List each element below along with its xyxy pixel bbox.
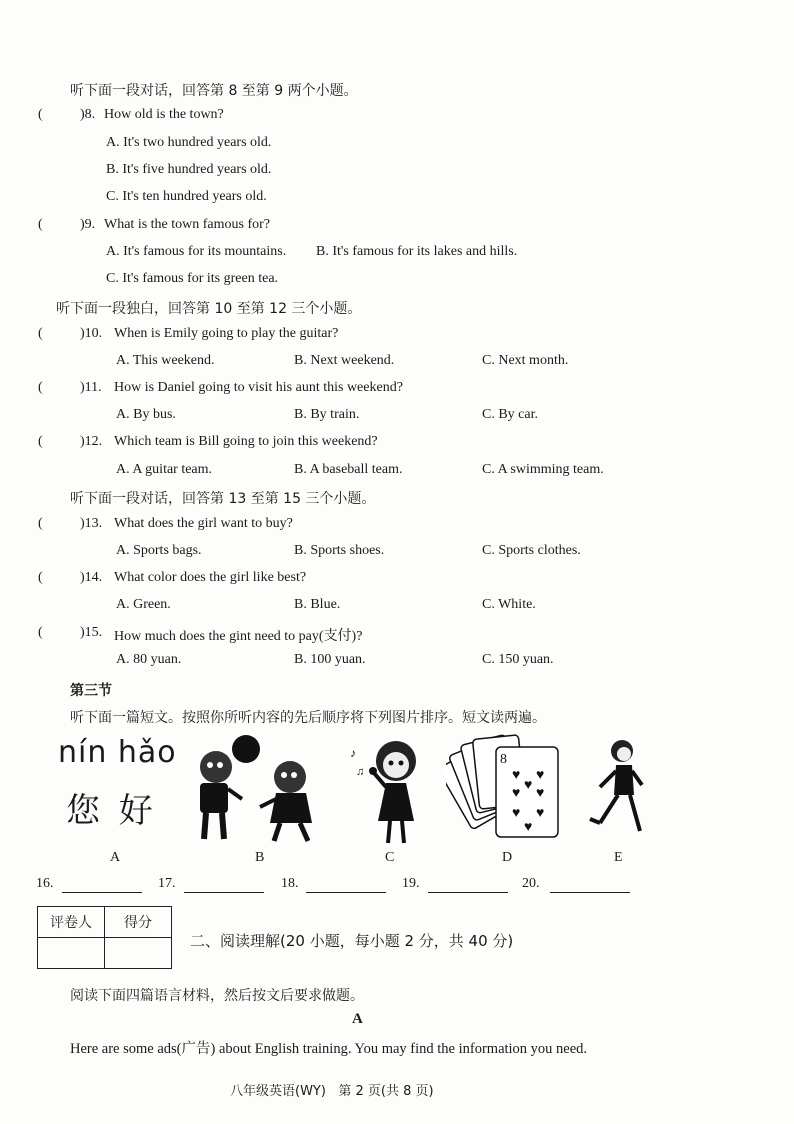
question-number: )15. <box>80 625 103 640</box>
answer-blank-18[interactable] <box>306 876 386 893</box>
score-header: 得分 <box>105 907 172 938</box>
question-number: )10. <box>80 326 103 341</box>
picture-label-d: D <box>502 850 513 865</box>
section-title: 第三节 <box>70 683 112 699</box>
answer-blank-20[interactable] <box>550 876 630 893</box>
option-c: C. 150 yuan. <box>482 652 554 667</box>
option-c: C. A swimming team. <box>482 462 604 477</box>
question-text: How much does the gint need to pay(支付)? <box>114 629 363 644</box>
question-text: How old is the town? <box>104 107 224 122</box>
page-footer: 八年级英语(WY) 第 2 页(共 8 页) <box>230 1084 434 1099</box>
svg-text:♪: ♪ <box>350 746 356 760</box>
question-number: )11. <box>80 380 102 395</box>
svg-text:♫: ♫ <box>356 766 365 778</box>
picture-label-c: C <box>385 850 395 865</box>
svg-text:8: 8 <box>500 752 507 767</box>
question-number: )12. <box>80 434 103 449</box>
question-text: How is Daniel going to visit his aunt this weekend? <box>114 380 403 395</box>
option-b: B. A baseball team. <box>294 462 403 477</box>
option-b: B. Blue. <box>294 597 341 612</box>
answer-paren[interactable]: ( <box>38 326 43 341</box>
picture-b-children-ball <box>188 733 328 845</box>
option-a: A. It's two hundred years old. <box>106 135 272 150</box>
option-a: A. This weekend. <box>116 353 215 368</box>
pinyin-text: nín hǎo <box>58 735 177 770</box>
option-a: A. Green. <box>116 597 171 612</box>
answer-paren[interactable]: ( <box>38 434 43 449</box>
question-text: When is Emily going to play the guitar? <box>114 326 339 341</box>
part2-instruction: 阅读下面四篇语言材料，然后按文后要求做题。 <box>70 988 364 1004</box>
answer-blank-16[interactable] <box>62 876 142 893</box>
picture-label-e: E <box>614 850 623 865</box>
option-c: C. White. <box>482 597 536 612</box>
hanzi-text: 您 好 <box>66 791 157 831</box>
picture-a-ninhao <box>56 735 176 845</box>
answer-blank-19[interactable] <box>428 876 508 893</box>
blank-number-19: 19. <box>402 876 420 891</box>
svg-text:♥: ♥ <box>512 786 521 801</box>
question-number: )8. <box>80 107 96 122</box>
instruction-q10-12: 听下面一段独白，回答第 10 至第 12 三个小题。 <box>56 301 362 317</box>
svg-text:♥: ♥ <box>512 806 521 821</box>
svg-text:♥: ♥ <box>536 786 545 801</box>
blank-number-20: 20. <box>522 876 540 891</box>
question-number: )13. <box>80 516 103 531</box>
option-a: A. 80 yuan. <box>116 652 182 667</box>
answer-paren[interactable]: ( <box>38 516 43 531</box>
section-instruction: 听下面一篇短文。按照你所听内容的先后顺序将下列图片排序。短文读两遍。 <box>70 710 546 726</box>
svg-text:♥: ♥ <box>536 768 545 783</box>
option-b: B. By train. <box>294 407 360 422</box>
option-b: B. Sports shoes. <box>294 543 385 558</box>
question-text: What is the town famous for? <box>104 217 271 232</box>
picture-label-b: B <box>255 850 265 865</box>
option-c: C. By car. <box>482 407 538 422</box>
grader-header: 评卷人 <box>38 907 105 938</box>
option-c: C. It's ten hundred years old. <box>106 189 267 204</box>
picture-e-girl-running <box>580 733 660 845</box>
option-b: B. Next weekend. <box>294 353 395 368</box>
svg-text:♥: ♥ <box>512 768 521 783</box>
question-text: What does the girl want to buy? <box>114 516 293 531</box>
option-b: B. 100 yuan. <box>294 652 366 667</box>
blank-number-17: 17. <box>158 876 176 891</box>
passage-label: A <box>352 1011 363 1027</box>
option-b: B. It's famous for its lakes and hills. <box>316 244 518 259</box>
answer-paren[interactable]: ( <box>38 107 43 122</box>
blank-number-18: 18. <box>281 876 299 891</box>
option-b: B. It's five hundred years old. <box>106 162 272 177</box>
question-number: )14. <box>80 570 103 585</box>
question-text: What color does the girl like best? <box>114 570 307 585</box>
part2-title: 二、阅读理解(20 小题，每小题 2 分，共 40 分) <box>190 932 514 950</box>
passage-intro: Here are some ads(广告) about English training. You may find the information you need. <box>70 1041 588 1057</box>
grader-cell[interactable] <box>38 938 105 969</box>
option-a: A. By bus. <box>116 407 176 422</box>
answer-paren[interactable]: ( <box>38 380 43 395</box>
question-text: Which team is Bill going to join this weekend? <box>114 434 378 449</box>
option-c: C. Next month. <box>482 353 569 368</box>
score-table <box>37 906 172 969</box>
option-c: C. Sports clothes. <box>482 543 581 558</box>
svg-text:♥: ♥ <box>524 778 533 793</box>
option-a: A. It's famous for its mountains. <box>106 244 287 259</box>
answer-paren[interactable]: ( <box>38 217 43 232</box>
answer-paren[interactable]: ( <box>38 625 43 640</box>
answer-blank-17[interactable] <box>184 876 264 893</box>
picture-label-a: A <box>110 850 121 865</box>
picture-c-girl-singing <box>346 735 436 847</box>
svg-text:♥: ♥ <box>524 820 533 835</box>
option-c: C. It's famous for its green tea. <box>106 271 279 286</box>
blank-number-16: 16. <box>36 876 54 891</box>
instruction-q8-9: 听下面一段对话，回答第 8 至第 9 两个小题。 <box>70 83 358 99</box>
picture-d-playing-cards <box>446 733 570 845</box>
answer-paren[interactable]: ( <box>38 570 43 585</box>
score-cell[interactable] <box>105 938 172 969</box>
option-a: A. A guitar team. <box>116 462 213 477</box>
svg-text:♥: ♥ <box>536 806 545 821</box>
instruction-q13-15: 听下面一段对话，回答第 13 至第 15 三个小题。 <box>70 491 376 507</box>
question-number: )9. <box>80 217 96 232</box>
option-a: A. Sports bags. <box>116 543 202 558</box>
